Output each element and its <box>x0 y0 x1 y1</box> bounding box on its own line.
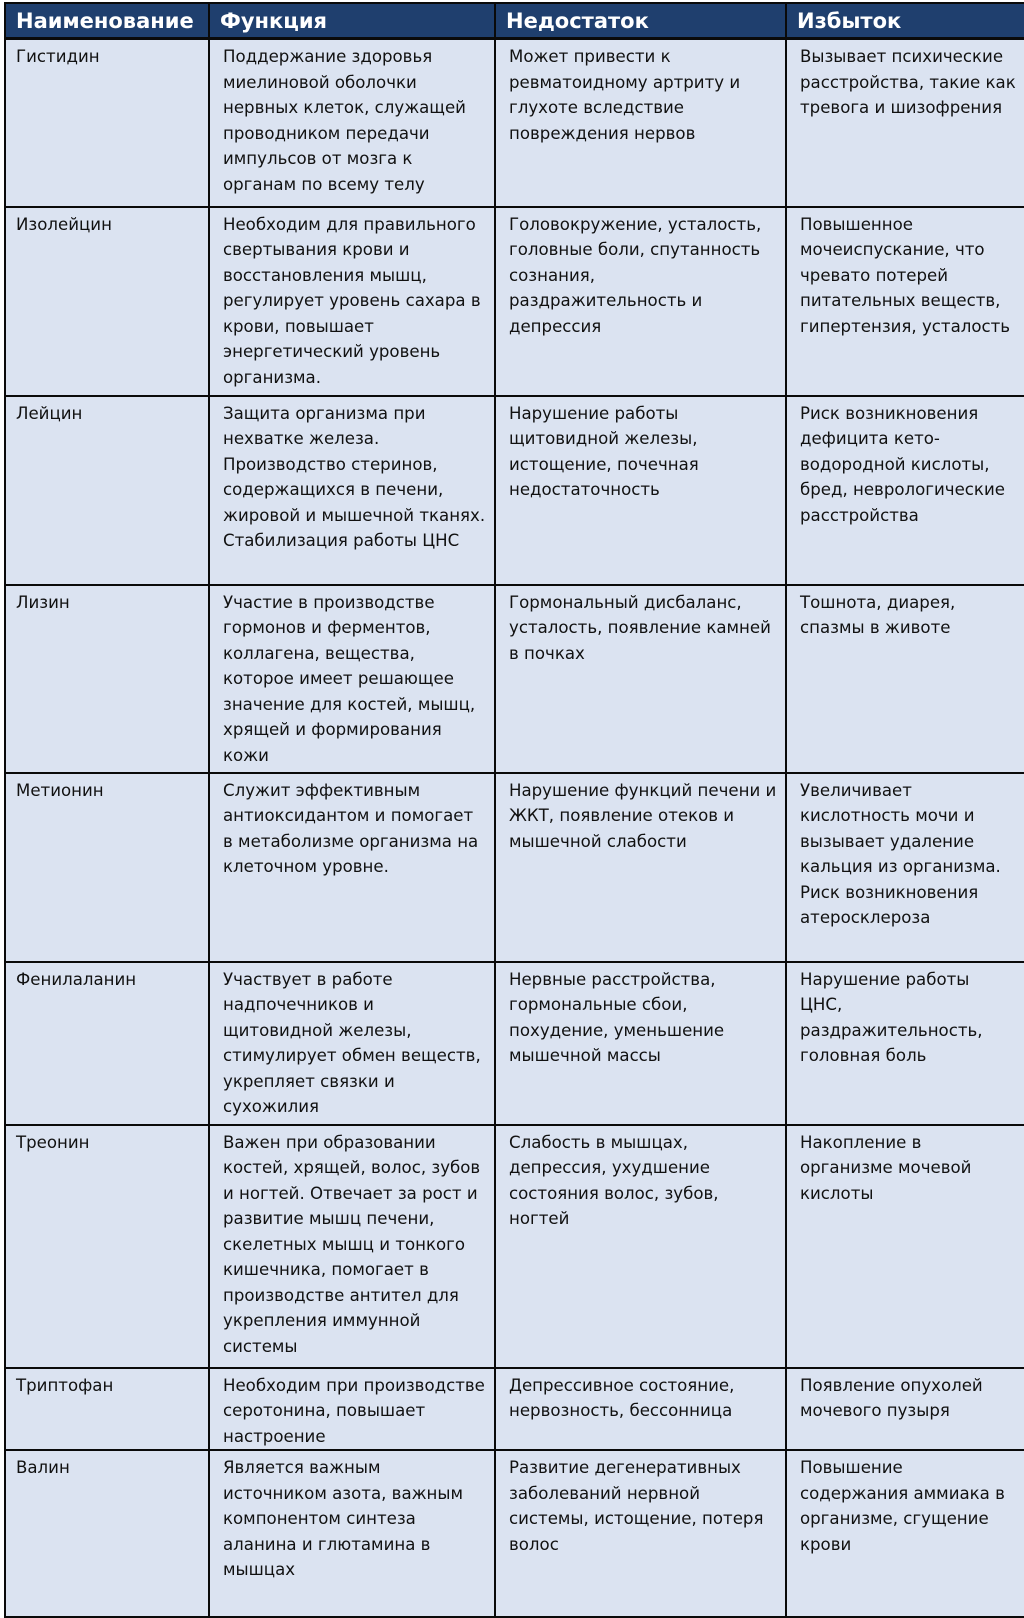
cell-deficiency: Нервные расстройства, гормональные сбои, похудение, уменьшение мышечной массы <box>495 962 786 1125</box>
table-row <box>5 207 1024 396</box>
cell-excess: Тошнота, диарея, спазмы в животе <box>786 585 1024 773</box>
cell-excess: Накопление в организме мочевой кислоты <box>786 1125 1024 1368</box>
cell-deficiency: Развитие дегенеративных заболеваний нервной системы, истощение, потеря волос <box>495 1450 786 1617</box>
cell-excess: Нарушение работы ЦНС, раздражительность, головная боль <box>786 962 1024 1125</box>
cell-deficiency: Нарушение функций печени и ЖКТ, появление отеков и мышечной слабости <box>495 773 786 962</box>
cell-excess: Повышенное мочеиспускание, что чревато потерей питательных веществ, гипертензия, усталость <box>786 207 1024 396</box>
table-row <box>5 773 1024 962</box>
cell-name: Лизин <box>5 585 209 773</box>
header-excess: Избыток <box>786 3 1024 39</box>
cell-name: Гистидин <box>5 39 209 207</box>
cell-deficiency: Нарушение работы щитовидной железы, истощение, почечная недостаточность <box>495 396 786 585</box>
cell-function: Важен при образовании костей, хрящей, волос, зубов и ногтей. Отвечает за рост и развитие мышц печени, скелетных мышц и тонкого кишечника, помогает в производстве антител для укрепления иммунной системы <box>209 1125 495 1368</box>
cell-deficiency: Слабость в мышцах, депрессия, ухудшение состояния волос, зубов, ногтей <box>495 1125 786 1368</box>
table-row <box>5 39 1024 207</box>
table-row <box>5 1450 1024 1617</box>
cell-excess: Повышение содержания аммиака в организме, сгущение крови <box>786 1450 1024 1617</box>
cell-name: Триптофан <box>5 1368 209 1451</box>
table-row <box>5 962 1024 1125</box>
cell-name: Метионин <box>5 773 209 962</box>
header-function: Функция <box>209 3 495 39</box>
cell-deficiency: Может привести к ревматоидному артриту и глухоте вследствие повреждения нервов <box>495 39 786 207</box>
amino-acid-table <box>4 2 1024 1618</box>
table-row <box>5 1368 1024 1451</box>
cell-excess: Появление опухолей мочевого пузыря <box>786 1368 1024 1451</box>
table-row <box>5 1125 1024 1368</box>
cell-name: Валин <box>5 1450 209 1617</box>
cell-function: Необходим при производстве серотонина, повышает настроение <box>209 1368 495 1451</box>
header-deficiency: Недостаток <box>495 3 786 39</box>
cell-name: Лейцин <box>5 396 209 585</box>
cell-excess: Вызывает психические расстройства, такие как тревога и шизофрения <box>786 39 1024 207</box>
table-header-row <box>5 3 1024 39</box>
cell-function: Защита организма при нехватке железа. Производство стеринов, содержащихся в печени, жировой и мышечной тканях. Стабилизация работы ЦНС <box>209 396 495 585</box>
amino-acid-table-container <box>4 2 1024 1606</box>
table-row <box>5 585 1024 773</box>
cell-deficiency: Депрессивное состояние, нервозность, бессонница <box>495 1368 786 1451</box>
table-row <box>5 396 1024 585</box>
cell-function: Необходим для правильного свертывания крови и восстановления мышц, регулирует уровень сахара в крови, повышает энергетический уровень организма. <box>209 207 495 396</box>
header-name: Наименование <box>5 3 209 39</box>
cell-deficiency: Гормональный дисбаланс, усталость, появление камней в почках <box>495 585 786 773</box>
cell-function: Участвует в работе надпочечников и щитовидной железы, стимулирует обмен веществ, укрепляет связки и сухожилия <box>209 962 495 1125</box>
cell-name: Треонин <box>5 1125 209 1368</box>
cell-function: Участие в производстве гормонов и ферментов, коллагена, вещества, которое имеет решающее значение для костей, мышц, хрящей и формирования кожи <box>209 585 495 773</box>
cell-name: Фенилаланин <box>5 962 209 1125</box>
cell-function: Поддержание здоровья миелиновой оболочки нервных клеток, служащей проводником передачи импульсов от мозга к органам по всему телу <box>209 39 495 207</box>
cell-function: Служит эффективным антиоксидантом и помогает в метаболизме организма на клеточном уровне. <box>209 773 495 962</box>
cell-deficiency: Головокружение, усталость, головные боли, спутанность сознания, раздражительность и депрессия <box>495 207 786 396</box>
cell-function: Является важным источником азота, важным компонентом синтеза аланина и глютамина в мышцах <box>209 1450 495 1617</box>
cell-excess: Увеличивает кислотность мочи и вызывает удаление кальция из организма. Риск возникновения атеросклероза <box>786 773 1024 962</box>
cell-excess: Риск возникновения дефицита кето-водородной кислоты, бред, неврологические расстройства <box>786 396 1024 585</box>
cell-name: Изолейцин <box>5 207 209 396</box>
